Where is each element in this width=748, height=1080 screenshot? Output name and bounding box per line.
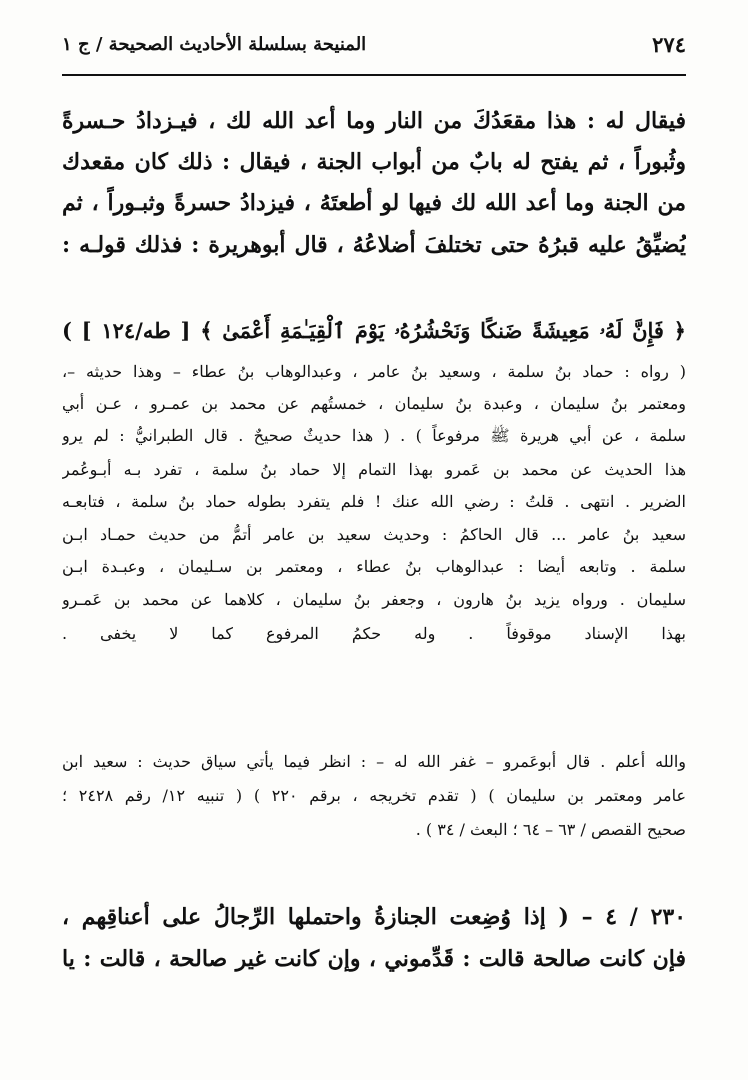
hadith-text-line: فإن كانت صالحة قالت : قَدِّموني ، وإن كانت غير صالحة ، قالت : يا: [62, 946, 686, 972]
hadith-text-line: ٢٣٠ / ٤ – ( إذا وُضِعت الجنازةُ واحتملها الرِّجالُ على أعناقِهم ،: [62, 904, 686, 930]
page-number: ٢٧٤: [652, 32, 686, 57]
note-line: والله أعلم . قال أبوعَمرو – غفر الله له – : انظر فيما يأتي سياق حديث : سعيد ابن: [62, 752, 686, 771]
header-rule: [62, 74, 686, 76]
main-text-line: وثُبوراً ، ثم يفتح له بابٌ من أبواب الجنة ، فيقال : ذلك كان مقعدك: [62, 149, 686, 175]
page-header: [62, 32, 686, 72]
commentary-line: سلمة . وتابعه أيضا : عبدالوهاب بنُ عطاء ، ومعتمر بن سـليمان ، وعبـدة ابـن: [62, 557, 686, 576]
commentary-line: ( رواه : حماد بنُ سلمة ، وسعيد بنُ عامر ، وعبدالوهاب بنُ عطاء – وهذا حديثه –،: [62, 362, 686, 381]
note-line: عامر ومعتمر بن سليمان ) ( تقدم تخريجه ، برقم ٢٢٠ ) ( تنبيه ١٢/ رقم ٢٤٢٨ ؛: [62, 786, 686, 805]
main-text-line: فيقال له : هذا مقعَدُكَ من النار وما أعد الله لك ، فيـزدادُ حـسرةً: [62, 108, 686, 134]
commentary-line: سعيد بنُ عامر ... قال الحاكمُ : وحديث سعيد بن عامر أتمُّ من حديث حمـاد ابـن: [62, 525, 686, 544]
commentary-line: ومعتمر بنُ سليمان ، وعبدة بنُ سليمان ، خمستُهم عن محمد بن عمـرو ، عـن أبي: [62, 394, 686, 413]
running-title: المنيحة بسلسلة الأحاديث الصحيحة / ج ١: [62, 34, 367, 55]
commentary-line: بهذا الإسناد موقوفاً . وله حكمُ المرفوع كما لا يخفى .: [62, 624, 686, 643]
main-text-line: من الجنة وما أعد الله لك فيها لو أطعتَهُ ، فيزدادُ حسرةً وثبـوراً ، ثم: [62, 190, 686, 216]
quran-verse-line: ﴿ فَإِنَّ لَهُۥ مَعِيشَةً ضَنكًا وَنَحْشُرُهُۥ يَوْمَ ٱلْقِيَـٰمَةِ أَعْمَىٰ ﴾ [ طه/١٢٤ ] ): [62, 318, 686, 343]
commentary-line: الضرير . انتهى . قلتُ : رضي الله عنك ! فلم يتفرد بطوله حماد بنُ سلمة ، فتابعـه: [62, 492, 686, 511]
note-line: صحيح القصص / ٦٣ – ٦٤ ؛ البعث / ٣٤ ) .: [415, 820, 686, 839]
commentary-line: سليمان . ورواه يزيد بنُ هارون ، وجعفر بنُ سليمان ، كلاهما عن محمد بن عَمـرو: [62, 590, 686, 609]
commentary-line: سلمة ، عن أبي هريرة ﷺ مرفوعاً ) . ( هذا حديثٌ صحيحٌ . قال الطبرانيُّ : لم يرو: [62, 426, 686, 445]
commentary-line: هذا الحديث عن محمد بن عَمرو بهذا التمام إلا حماد بنُ سلمة ، تفرد بـه أبـوعُمر: [62, 460, 686, 479]
main-text-line: يُضيِّقُ عليه قبرُهُ حتى تختلفَ أضلاعُهُ ، قال أبوهريرة : فذلك قولـه :: [62, 232, 686, 258]
